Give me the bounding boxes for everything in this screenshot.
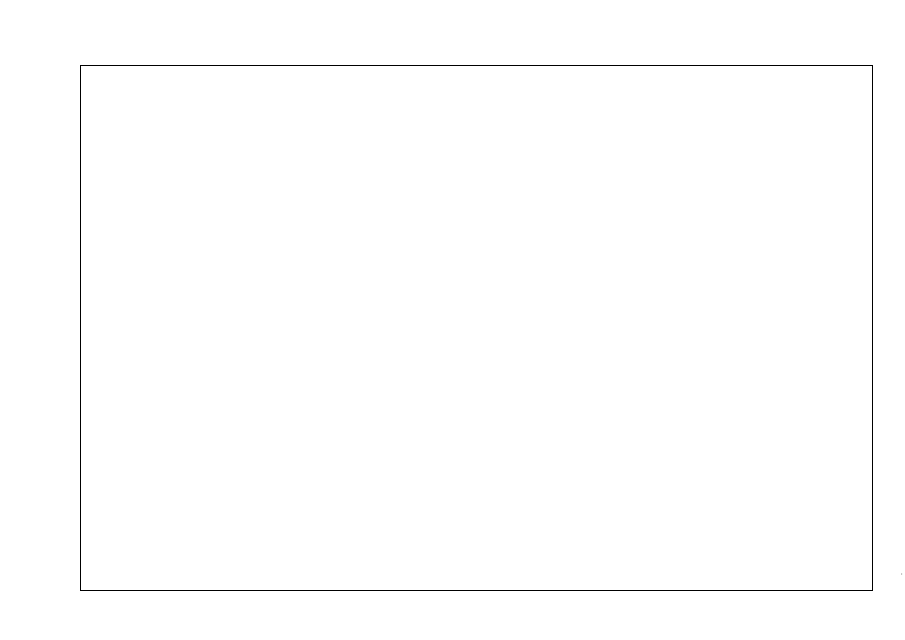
scan-mark: · — [900, 570, 903, 579]
budget-table — [80, 65, 873, 591]
